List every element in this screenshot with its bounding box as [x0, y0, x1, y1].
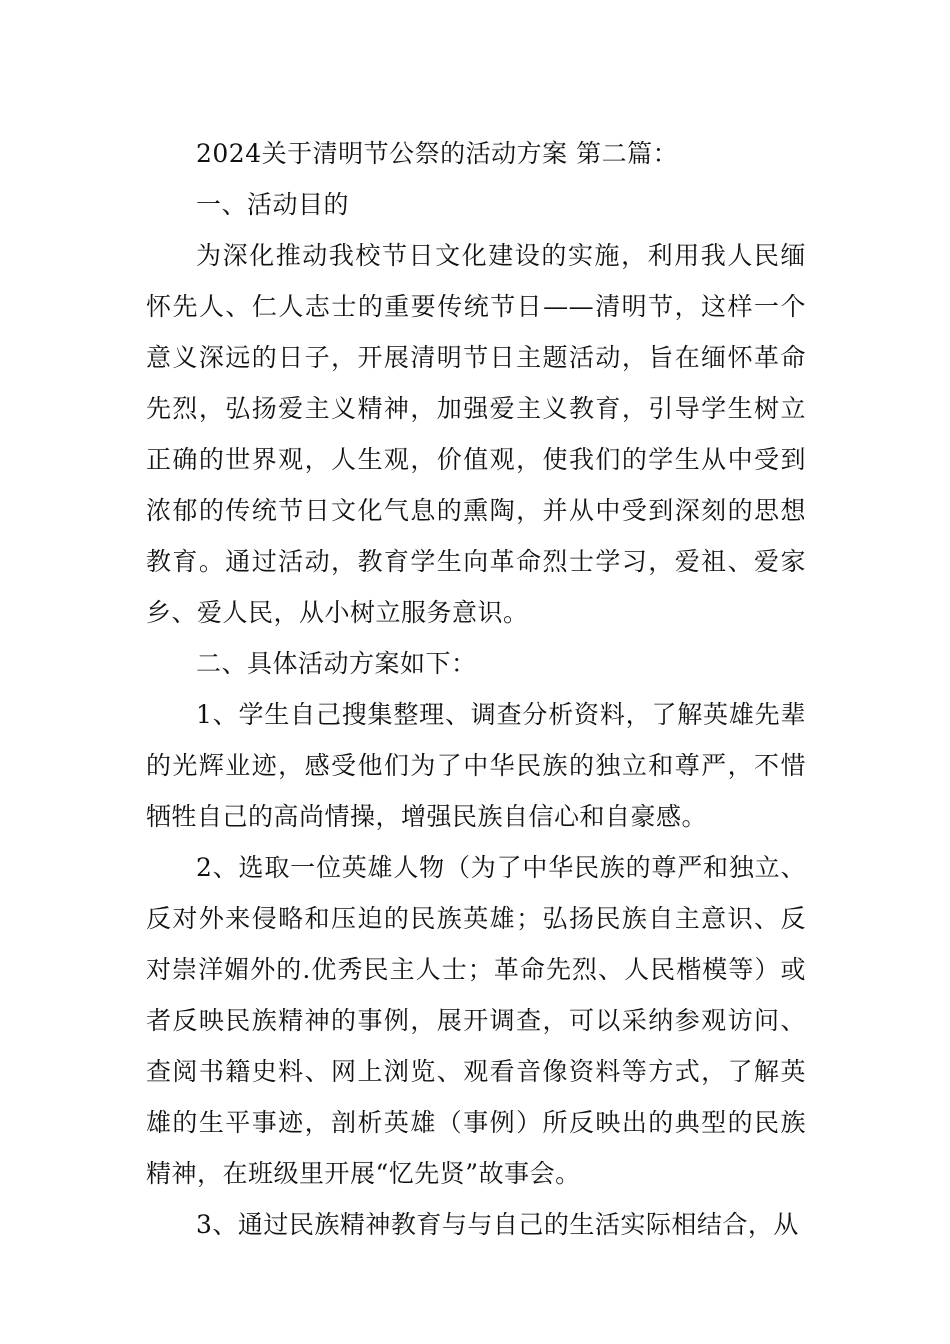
section-body-purpose: 为深化推动我校节日文化建设的实施，利用我人民缅怀先人、仁人志士的重要传统节日——清明节，这样一个意义深远的日子，开展清明节日主题活动，旨在缅怀革命先烈，弘扬爱主义精神，加强爱主义教育，引导学生树立正确的世界观，人生观，价值观，使我们的学生从中受到浓郁的传统节日文化气息的熏陶，并从中受到深刻的思想教育。通过活动，教育学生向革命烈士学习，爱祖、爱家乡、爱人民，从小树立服务意识。 — [146, 241, 806, 627]
plan-item-3: 3、通过民族精神教育与与自己的生活实际相结合，从 — [196, 1210, 799, 1239]
section-heading-purpose: 一、活动目的 — [196, 190, 350, 219]
document-title: 2024关于清明节公祭的活动方案 第二篇： — [196, 139, 679, 168]
document-page — [146, 128, 806, 1250]
section-heading-plan: 二、具体活动方案如下： — [196, 649, 477, 678]
plan-item-1: 1、学生自己搜集整理、调查分析资料，了解英雄先辈的光辉业迹，感受他们为了中华民族的独立和尊严，不惜牺牲自己的高尚情操，增强民族自信心和自豪感。 — [146, 700, 806, 831]
plan-item-2: 2、选取一位英雄人物（为了中华民族的尊严和独立、反对外来侵略和压迫的民族英雄；弘扬民族自主意识、反对崇洋媚外的.优秀民主人士；革命先烈、人民楷模等）或者反映民族精神的事例，展开调查，可以采纳参观访问、查阅书籍史料、网上浏览、观看音像资料等方式，了解英雄的生平事迹，剖析英雄（事例）所反映出的典型的民族精神，在班级里开展“忆先贤”故事会。 — [146, 853, 806, 1188]
